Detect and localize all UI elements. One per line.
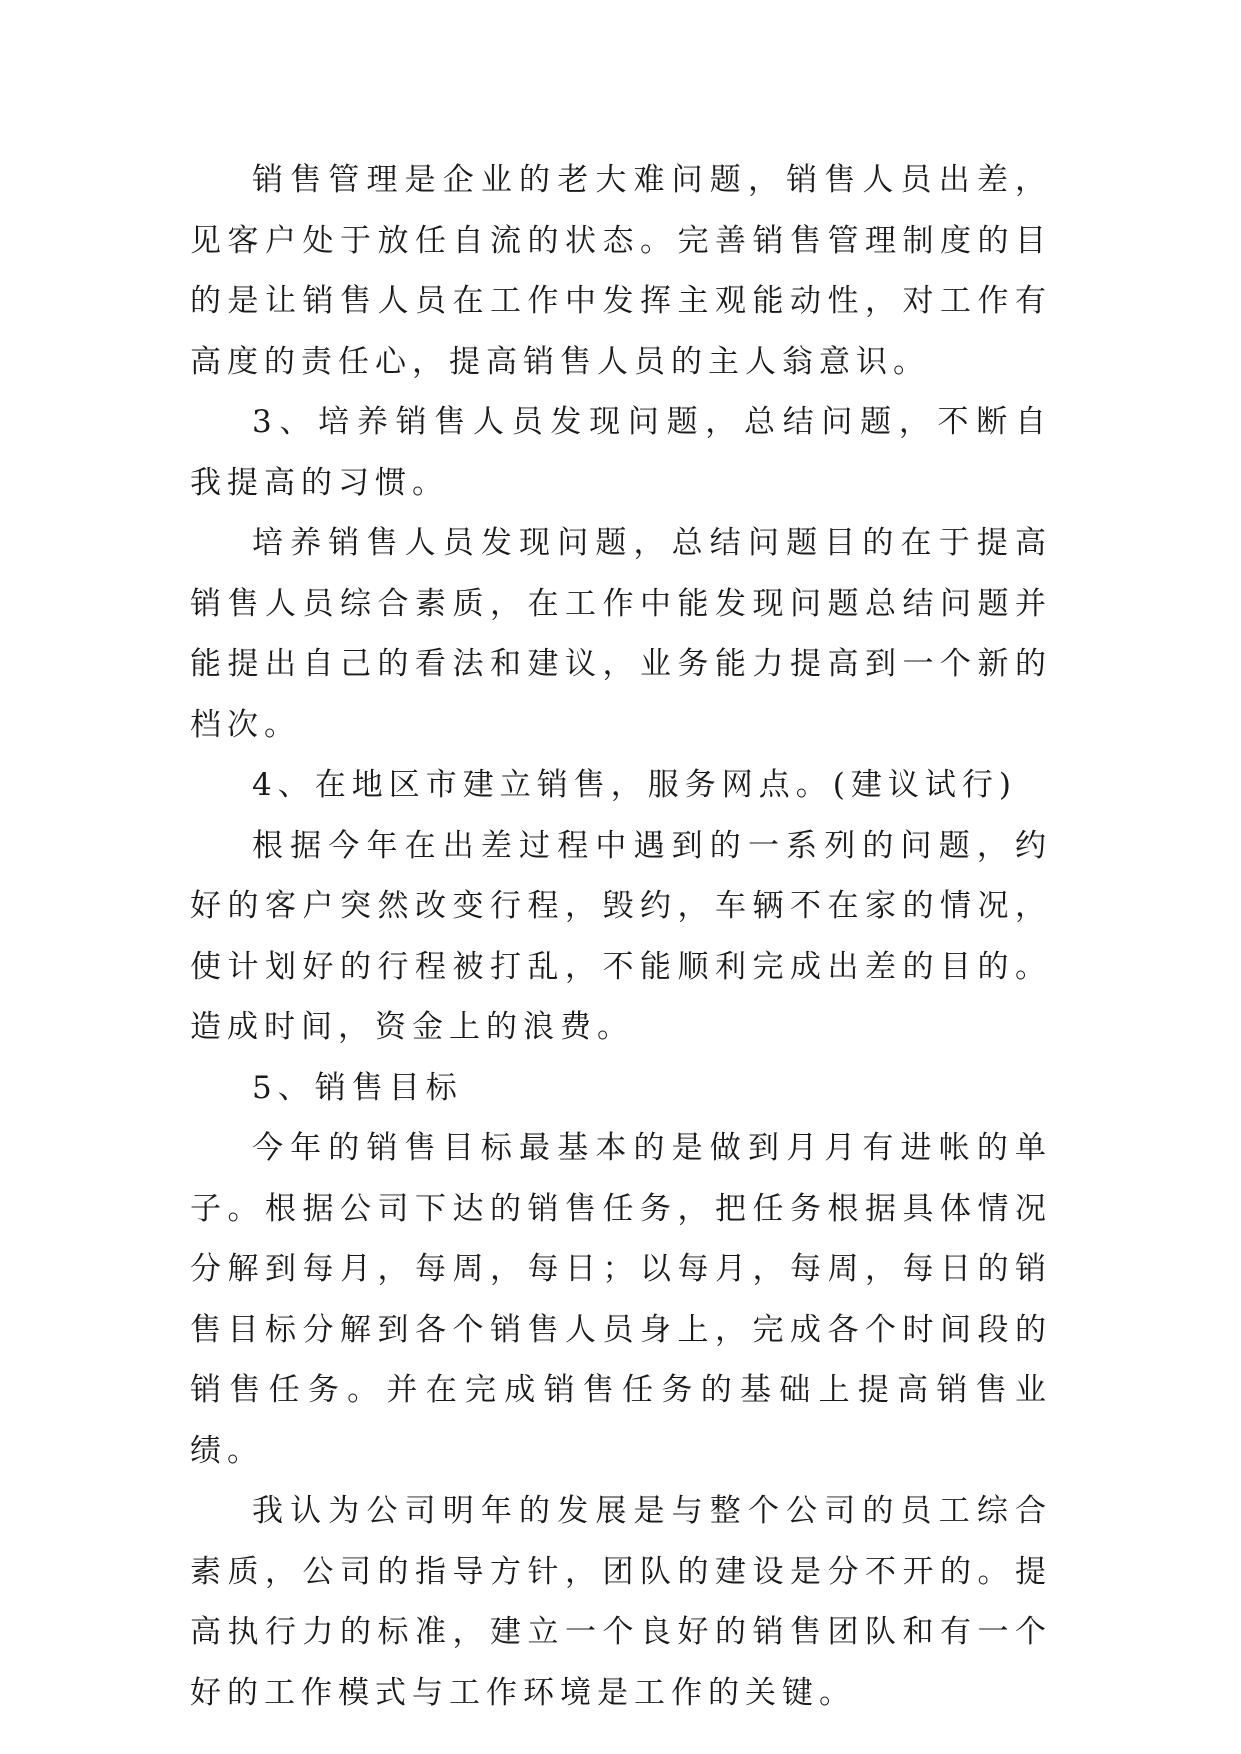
paragraph-conclusion: 我认为公司明年的发展是与整个公司的员工综合素质，公司的指导方针，团队的建设是分不开的。提高执行力的标准，建立一个良好的销售团队和有一个好的工作模式与工作环境是工作的关键。 <box>190 1493 1052 1711</box>
paragraph-sales-targets: 今年的销售目标最基本的是做到月月有进帐的单子。根据公司下达的销售任务，把任务根据具体情况分解到每月，每周，每日；以每月，每周，每日的销售目标分解到各个销售人员身上，完成各个时间段的销售任务。并在完成销售任务的基础上提高销售业绩。 <box>190 1130 1052 1469</box>
heading-item-3: 3、培养销售人员发现问题，总结问题，不断自我提高的习惯。 <box>190 404 1052 501</box>
heading-item-4: 4、在地区市建立销售，服务网点。(建议试行) <box>252 767 1017 803</box>
document-body <box>190 150 1052 1723</box>
paragraph-travel-issues: 根据今年在出差过程中遇到的一系列的问题，约好的客户突然改变行程，毁约，车辆不在家的情况，使计划好的行程被打乱，不能顺利完成出差的目的。造成时间，资金上的浪费。 <box>190 827 1052 1045</box>
heading-item-5: 5、销售目标 <box>252 1069 463 1106</box>
paragraph-problem-finding: 培养销售人员发现问题，总结问题目的在于提高销售人员综合素质，在工作中能发现问题总结问题并能提出自己的看法和建议，业务能力提高到一个新的档次。 <box>190 525 1052 743</box>
paragraph-sales-management: 销售管理是企业的老大难问题，销售人员出差，见客户处于放任自流的状态。完善销售管理制度的目的是让销售人员在工作中发挥主观能动性，对工作有高度的责任心，提高销售人员的主人翁意识。 <box>190 162 1052 380</box>
